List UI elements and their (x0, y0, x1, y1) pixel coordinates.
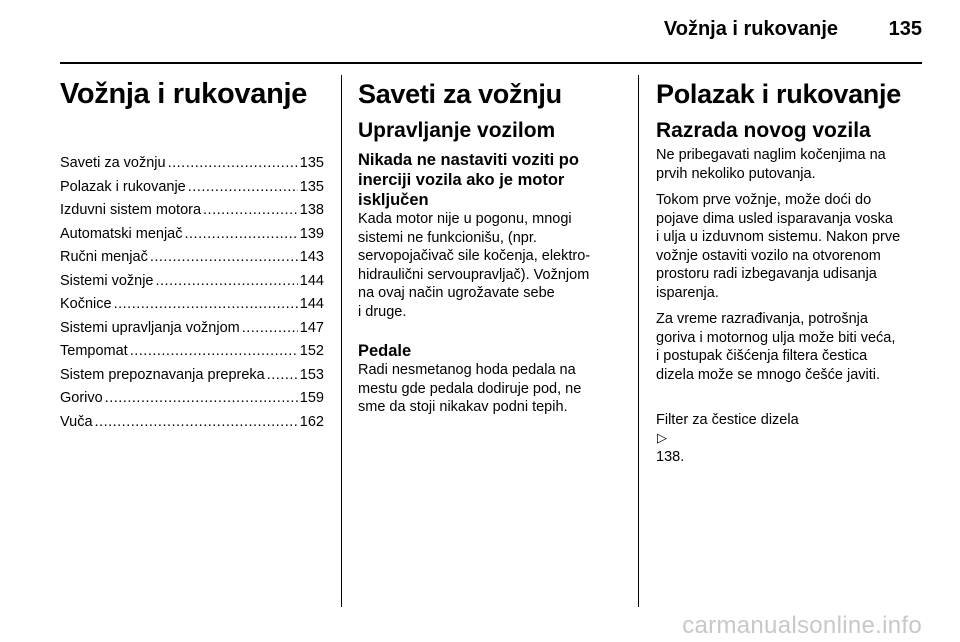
toc-item-label: Tempomat (60, 343, 128, 359)
toc-item-page: 159 (299, 390, 324, 406)
toc-leader (185, 223, 298, 247)
watermark: carmanualsonline.info (682, 612, 922, 639)
section-title: Polazak i rukovanje (656, 79, 901, 109)
toc-leader (95, 411, 298, 435)
column-divider-2 (638, 75, 639, 607)
toc-item[interactable] (60, 176, 324, 200)
subsection-title: Upravljanje vozilom (358, 119, 556, 142)
toc-item[interactable] (60, 364, 324, 388)
driving-tips-column (358, 72, 618, 425)
toc-leader (203, 199, 298, 223)
toc-item-page: 135 (299, 178, 324, 195)
toc-item-page: 152 (299, 343, 324, 359)
toc-item-label: Sistemi vožnje (60, 272, 154, 289)
reference-page-link[interactable]: 138. (656, 448, 685, 465)
toc-item[interactable] (60, 411, 324, 435)
header-page-number: 135 (888, 18, 922, 40)
toc-item-page: 138 (299, 202, 324, 218)
warning-text: Kada motor nije u pogonu, mnogi sistemi ne funkcionišu, (npr. servopojačivač sile kočenja, elektro- hidraulični servoupravljač). Vožnjom na ovaj način ugrožavate sebe i druge. (358, 211, 591, 320)
toc-item[interactable] (60, 223, 324, 247)
toc-item[interactable] (60, 199, 324, 223)
toc-item-page: 144 (299, 272, 324, 289)
chapter-title: Vožnja i rukovanje (60, 78, 308, 110)
toc-item[interactable] (60, 246, 324, 270)
warning-heading: Nikada ne nastaviti voziti po inerciji vozila ako je motor isključen (358, 151, 579, 209)
toc-item-label: Polazak i rukovanje (60, 178, 186, 195)
toc-leader (105, 387, 298, 411)
paragraph: Ne pribegavati naglim kočenjima na prvih nekoliko putovanja. (656, 147, 886, 182)
subsection-title: Razrada novog vozila (656, 119, 871, 142)
toc-leader (168, 152, 298, 176)
toc-item-page: 139 (299, 225, 324, 242)
header-title: Vožnja i rukovanje (663, 18, 838, 40)
toc-item[interactable] (60, 317, 324, 341)
pedals-heading: Pedale (358, 342, 412, 360)
toc-item-label: Gorivo (60, 390, 103, 406)
toc-item[interactable] (60, 270, 324, 294)
page-header (60, 10, 922, 48)
toc-item-label: Izduvni sistem motora (60, 202, 202, 218)
toc-item-label: Sistemi upravljanja vožnjom (60, 319, 240, 336)
toc-item-label: Vuča (60, 413, 93, 430)
reference-text: Filter za čestice dizela (656, 411, 799, 428)
toc-item-label: Saveti za vožnju (60, 155, 166, 171)
toc-item-page: 143 (299, 249, 324, 265)
header-rule (60, 62, 922, 64)
toc-item-label: Automatski menjač (60, 225, 183, 242)
toc-leader (188, 176, 298, 200)
toc-item-page: 135 (299, 155, 324, 171)
table-of-contents (60, 152, 324, 434)
toc-leader (155, 270, 297, 294)
toc-item-label: Ručni menjač (60, 249, 148, 265)
toc-leader (114, 293, 298, 317)
column-divider-1 (341, 75, 342, 607)
toc-leader (150, 246, 298, 270)
toc-item[interactable] (60, 293, 324, 317)
toc-item-page: 147 (299, 319, 324, 336)
toc-item-label: Kočnice (60, 296, 112, 312)
toc-leader (242, 317, 298, 341)
pedals-text: Radi nesmetanog hoda pedala na mestu gde pedala dodiruje pod, ne sme da stoji nikakav podni tepih. (358, 362, 582, 415)
toc-item[interactable] (60, 340, 324, 364)
start-operation-column (656, 72, 924, 474)
toc-item-page: 153 (299, 366, 324, 383)
toc-leader (130, 340, 298, 364)
section-title: Saveti za vožnju (358, 79, 562, 109)
paragraph: Tokom prve vožnje, može doći do pojave dima usled isparavanja voska i ulja u izduvnom sistemu. Nakon prve vožnje ostaviti vozilo na otvorenom prostoru radi izbegavanja udisanja isparenja. (656, 192, 901, 301)
toc-leader (267, 364, 298, 388)
toc-item-page: 162 (299, 413, 324, 430)
page-reference-arrow-icon: ▷ (657, 430, 667, 445)
toc-item[interactable] (60, 387, 324, 411)
paragraph: Za vreme razrađivanja, potrošnja goriva i motornog ulja može biti veća, i postupak čišćenja filtera čestica dizela može se mnogo češće javiti. (656, 311, 896, 383)
toc-item-page: 144 (299, 296, 324, 312)
toc-item-label: Sistem prepoznavanja prepreka (60, 366, 265, 383)
chapter-column (60, 72, 324, 434)
toc-item[interactable] (60, 152, 324, 176)
paragraph-with-reference (656, 392, 924, 466)
